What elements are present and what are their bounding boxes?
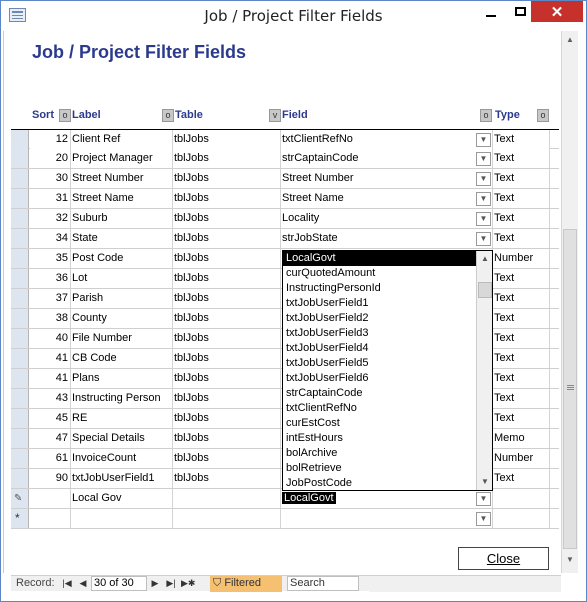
- filter-icon: ⛉: [213, 577, 225, 589]
- type-cell[interactable]: Text: [493, 469, 550, 488]
- dropdown-option[interactable]: txtJobUserField4: [286, 342, 369, 354]
- table-row[interactable]: [11, 189, 559, 209]
- label-cell[interactable]: CB Code: [71, 349, 173, 368]
- sort-cell[interactable]: [30, 489, 71, 508]
- sort-cell[interactable]: 20: [30, 149, 71, 168]
- sort-cell[interactable]: 34: [30, 229, 71, 248]
- scroll-down-icon[interactable]: ▼: [566, 555, 574, 564]
- label-cell[interactable]: File Number: [71, 329, 173, 348]
- table-row[interactable]: [11, 149, 559, 169]
- field-value: strCaptainCode: [282, 152, 359, 164]
- label-cell[interactable]: State: [71, 229, 173, 248]
- dropdown-scroll-thumb[interactable]: [478, 282, 492, 298]
- row-selector[interactable]: [11, 409, 29, 428]
- field-cell[interactable]: [281, 229, 493, 248]
- new-record-icon[interactable]: ▶✱: [181, 578, 196, 588]
- chevron-down-icon[interactable]: ▼: [476, 192, 491, 206]
- table-row[interactable]: [11, 169, 559, 189]
- chevron-down-icon[interactable]: ▼: [476, 152, 491, 166]
- dropdown-option[interactable]: bolArchive: [286, 447, 338, 459]
- table-cell[interactable]: tblJobs: [173, 389, 281, 408]
- label-cell[interactable]: Post Code: [71, 249, 173, 268]
- search-input[interactable]: Search: [287, 576, 359, 591]
- type-cell[interactable]: Text: [493, 189, 550, 208]
- sort-cell[interactable]: 35: [30, 249, 71, 268]
- sort-cell[interactable]: 43: [30, 389, 71, 408]
- type-cell[interactable]: Text: [493, 289, 550, 308]
- label-cell[interactable]: Lot: [71, 269, 173, 288]
- type-cell[interactable]: Number: [493, 249, 550, 268]
- field-cell[interactable]: [281, 149, 493, 168]
- type-cell[interactable]: Text: [493, 209, 550, 228]
- table-row[interactable]: [11, 209, 559, 229]
- sort-cell[interactable]: 90: [30, 469, 71, 488]
- table-cell[interactable]: [173, 509, 281, 528]
- sort-cell[interactable]: 38: [30, 309, 71, 328]
- sort-cell[interactable]: 31: [30, 189, 71, 208]
- new-record-icon: *: [15, 511, 20, 525]
- type-cell[interactable]: Text: [493, 130, 550, 149]
- column-header-label: Label: [72, 109, 101, 121]
- label-cell[interactable]: Special Details: [71, 429, 173, 448]
- previous-record-icon[interactable]: ◀: [79, 578, 87, 588]
- last-record-icon[interactable]: ▶|: [166, 578, 176, 588]
- row-selector[interactable]: [11, 469, 29, 488]
- table-cell[interactable]: tblJobs: [173, 329, 281, 348]
- type-cell[interactable]: Text: [493, 309, 550, 328]
- chevron-down-icon[interactable]: ▼: [476, 133, 491, 147]
- column-header-field: Field: [282, 109, 308, 121]
- type-cell[interactable]: Text: [493, 349, 550, 368]
- dropdown-option[interactable]: txtJobUserField6: [286, 372, 369, 384]
- pencil-icon: ✎: [14, 493, 23, 504]
- filter-toggle-button[interactable]: ⛉ Filtered: [210, 576, 282, 592]
- scroll-thumb[interactable]: [563, 229, 577, 549]
- row-selector[interactable]: [11, 169, 29, 188]
- sort-toggle-field[interactable]: o: [480, 109, 492, 122]
- table-row[interactable]: [11, 229, 559, 249]
- dropdown-option[interactable]: curQuotedAmount: [286, 267, 376, 279]
- sort-cell[interactable]: 30: [30, 169, 71, 188]
- row-selector[interactable]: [11, 349, 29, 368]
- row-selector[interactable]: [11, 429, 29, 448]
- form-title: Job / Project Filter Fields: [32, 42, 247, 62]
- row-selector[interactable]: [11, 449, 29, 468]
- label-cell[interactable]: txtJobUserField1: [71, 469, 173, 488]
- type-cell[interactable]: Text: [493, 369, 550, 388]
- edit-row[interactable]: [11, 489, 559, 509]
- field-cell[interactable]: [281, 169, 493, 188]
- chevron-down-icon[interactable]: ▼: [476, 492, 491, 506]
- table-cell[interactable]: tblJobs: [173, 189, 281, 208]
- sort-cell[interactable]: 41: [30, 369, 71, 388]
- chevron-down-icon[interactable]: ▼: [476, 212, 491, 226]
- label-cell[interactable]: Street Number: [71, 169, 173, 188]
- dropdown-option[interactable]: txtJobUserField3: [286, 327, 369, 339]
- dropdown-option[interactable]: LocalGovt: [283, 251, 476, 266]
- field-cell[interactable]: [281, 130, 493, 149]
- type-cell[interactable]: Text: [493, 149, 550, 168]
- sort-cell[interactable]: 45: [30, 409, 71, 428]
- dropdown-option[interactable]: JobPostCode: [286, 477, 353, 489]
- next-record-icon[interactable]: ▶: [151, 578, 159, 588]
- type-cell[interactable]: Number: [493, 449, 550, 468]
- sort-cell[interactable]: 61: [30, 449, 71, 468]
- table-cell[interactable]: tblJobs: [173, 369, 281, 388]
- sort-toggle-label[interactable]: o: [162, 109, 174, 122]
- label-cell[interactable]: County: [71, 309, 173, 328]
- row-selector[interactable]: [11, 149, 29, 168]
- field-cell[interactable]: [281, 489, 493, 508]
- field-value: txtClientRefNo: [282, 133, 353, 145]
- label-cell[interactable]: Project Manager: [71, 149, 173, 168]
- row-selector[interactable]: [11, 369, 29, 388]
- type-cell[interactable]: Text: [493, 229, 550, 248]
- record-navigator: [11, 575, 561, 591]
- maximize-icon: [515, 7, 526, 16]
- new-row[interactable]: [11, 509, 559, 529]
- close-button[interactable]: Close: [458, 547, 549, 570]
- sort-toggle-type[interactable]: o: [537, 109, 549, 122]
- table-cell[interactable]: tblJobs: [173, 309, 281, 328]
- type-cell[interactable]: Text: [493, 329, 550, 348]
- form-vertical-scrollbar[interactable]: [561, 31, 578, 573]
- grip-icon: [567, 385, 574, 386]
- scroll-up-icon[interactable]: ▲: [566, 35, 574, 44]
- first-record-icon[interactable]: |◀: [62, 578, 72, 588]
- dropdown-scrollbar[interactable]: [476, 251, 492, 490]
- sort-cell[interactable]: [30, 509, 71, 528]
- label-cell[interactable]: Suburb: [71, 209, 173, 228]
- row-selector[interactable]: [11, 309, 29, 328]
- sort-cell[interactable]: 12: [30, 130, 71, 149]
- type-cell[interactable]: Text: [493, 269, 550, 288]
- table-cell[interactable]: tblJobs: [173, 149, 281, 168]
- sort-cell[interactable]: 36: [30, 269, 71, 288]
- label-cell[interactable]: [71, 509, 173, 528]
- row-selector[interactable]: [11, 249, 29, 268]
- sort-toggle-table[interactable]: v: [269, 109, 281, 122]
- type-cell[interactable]: [493, 489, 550, 508]
- chevron-down-icon[interactable]: ▼: [476, 172, 491, 186]
- current-record-field[interactable]: 30 of 30: [91, 576, 147, 591]
- dropdown-option[interactable]: strCaptainCode: [286, 387, 363, 399]
- type-cell[interactable]: Text: [493, 409, 550, 428]
- type-cell[interactable]: Text: [493, 389, 550, 408]
- field-cell[interactable]: [281, 209, 493, 228]
- label-cell[interactable]: Parish: [71, 289, 173, 308]
- minimize-icon: [486, 15, 496, 17]
- sort-cell[interactable]: 47: [30, 429, 71, 448]
- dropdown-option[interactable]: intEstHours: [286, 432, 343, 444]
- dropdown-option[interactable]: InstructingPersonId: [286, 282, 381, 294]
- row-selector[interactable]: [11, 269, 29, 288]
- chevron-down-icon[interactable]: ▼: [476, 512, 491, 526]
- row-selector[interactable]: [11, 389, 29, 408]
- column-header-type: Type: [495, 109, 520, 121]
- sort-cell[interactable]: 41: [30, 349, 71, 368]
- dropdown-scroll-up-icon[interactable]: ▲: [481, 254, 489, 263]
- dropdown-option[interactable]: txtJobUserField1: [286, 297, 369, 309]
- type-cell[interactable]: Memo: [493, 429, 550, 448]
- table-cell[interactable]: tblJobs: [173, 209, 281, 228]
- field-value: strJobState: [282, 232, 338, 244]
- column-header-table: Table: [175, 109, 203, 121]
- type-cell[interactable]: Text: [493, 169, 550, 188]
- sort-toggle-sort[interactable]: o: [59, 109, 71, 122]
- row-selector[interactable]: [11, 329, 29, 348]
- table-cell[interactable]: tblJobs: [173, 349, 281, 368]
- row-selector[interactable]: [11, 489, 29, 508]
- sort-cell[interactable]: 37: [30, 289, 71, 308]
- field-value: Street Number: [282, 172, 354, 184]
- row-selector[interactable]: [11, 509, 29, 528]
- dropdown-scroll-down-icon[interactable]: ▼: [481, 477, 489, 486]
- table-cell[interactable]: tblJobs: [173, 269, 281, 288]
- dropdown-option[interactable]: txtJobUserField2: [286, 312, 369, 324]
- sort-cell[interactable]: 40: [30, 329, 71, 348]
- label-cell[interactable]: RE: [71, 409, 173, 428]
- field-value: Locality: [282, 212, 320, 224]
- table-cell[interactable]: tblJobs: [173, 249, 281, 268]
- row-selector[interactable]: [11, 130, 29, 149]
- row-selector[interactable]: [11, 209, 29, 228]
- table-cell[interactable]: tblJobs: [173, 469, 281, 488]
- field-cell[interactable]: [281, 189, 493, 208]
- window-title: Job / Project Filter Fields: [204, 7, 383, 25]
- title-bar[interactable]: [1, 1, 586, 31]
- label-cell[interactable]: Instructing Person: [71, 389, 173, 408]
- dropdown-option[interactable]: bolRetrieve: [286, 462, 342, 474]
- field-cell[interactable]: [281, 509, 493, 528]
- sort-cell[interactable]: 32: [30, 209, 71, 228]
- table-cell[interactable]: tblJobs: [173, 289, 281, 308]
- table-cell[interactable]: tblJobs: [173, 449, 281, 468]
- label-cell[interactable]: InvoiceCount: [71, 449, 173, 468]
- chevron-down-icon[interactable]: ▼: [476, 232, 491, 246]
- close-icon: ✕: [550, 3, 564, 21]
- field-value: Street Name: [282, 192, 344, 204]
- row-selector[interactable]: [11, 189, 29, 208]
- table-cell[interactable]: tblJobs: [173, 169, 281, 188]
- table-row[interactable]: [11, 129, 559, 149]
- record-label: Record:: [16, 577, 55, 589]
- label-cell[interactable]: Plans: [71, 369, 173, 388]
- dropdown-option[interactable]: txtClientRefNo: [286, 402, 357, 414]
- table-cell[interactable]: tblJobs: [173, 429, 281, 448]
- dropdown-option[interactable]: curEstCost: [286, 417, 340, 429]
- dropdown-option[interactable]: txtJobUserField5: [286, 357, 369, 369]
- label-cell[interactable]: Client Ref: [71, 130, 173, 149]
- table-cell[interactable]: [173, 489, 281, 508]
- field-value: LocalGovt: [284, 492, 334, 504]
- table-cell[interactable]: tblJobs: [173, 229, 281, 248]
- label-cell[interactable]: Local Gov: [71, 489, 173, 508]
- label-cell[interactable]: Street Name: [71, 189, 173, 208]
- row-selector[interactable]: [11, 289, 29, 308]
- table-cell[interactable]: tblJobs: [173, 409, 281, 428]
- window-close-button[interactable]: [531, 1, 583, 22]
- table-cell[interactable]: tblJobs: [173, 130, 281, 149]
- type-cell[interactable]: [493, 509, 550, 528]
- row-selector[interactable]: [11, 229, 29, 248]
- column-header-sort: Sort: [32, 109, 54, 121]
- horizontal-scrollbar[interactable]: [369, 576, 561, 592]
- field-dropdown-list[interactable]: [282, 250, 493, 491]
